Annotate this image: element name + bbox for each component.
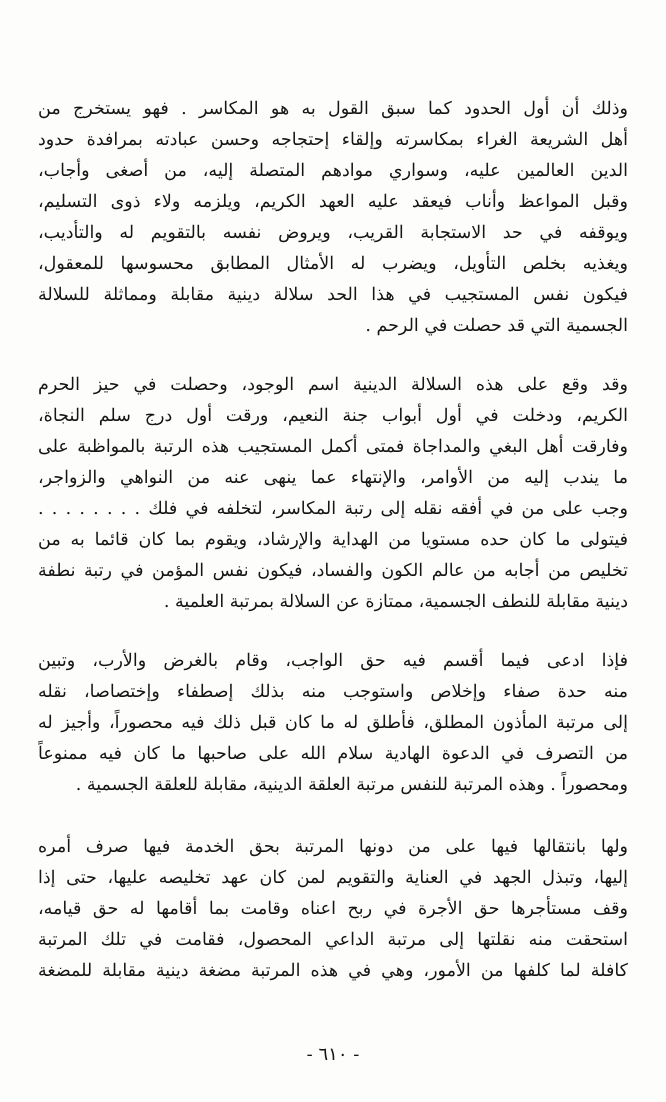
text-line: أهل الشريعة الغراء بمكاسرته وإلقاء إحتجاجه وحسن عبادته بمرافدة حدود <box>38 130 628 150</box>
text-line: ويوقفه في حد الاستجابة القريب، ويروض نفسه بالتقويم له والتأديب، <box>38 223 628 243</box>
text-line: وقبل المواعظ وأناب فيعقد عليه العهد الكريم، ويلزمه ولاء ذوى التسليم، <box>38 192 628 212</box>
text-line: وجب على من في أفقه نقله إلى رتبة المكاسر، لتخلفه في فلك . . . . . . . . <box>38 499 628 519</box>
text-line: ويغذيه بخلص التأويل، ويضرب له الأمثال المطابق محسوسها للمعقول، <box>38 254 628 274</box>
text-line: كافلة لما كلفها من الأمور، وهي في هذه المرتبة مضغة دينية مقابلة للمضغة <box>38 961 628 981</box>
text-line: الدين العالمين عليه، وسواري موادهم المتصلة إليه، من أصغى وأجاب، <box>38 161 628 181</box>
text-line: تخليص من أجابه من عالم الكون والفساد، فيكون نفس المؤمن في رتبة نطفة <box>38 561 628 581</box>
paragraph-1 <box>38 94 628 342</box>
text-line: منه حدة صفاء وإخلاص واستوجب منه بذلك إصطفاء وإختصاصا، نقله <box>38 682 628 702</box>
text-line: ومحصوراً . وهذه المرتبة للنفس مرتبة العلقة الدينية، مقابلة للعلقة الجسمية . <box>75 775 628 795</box>
text-line: وذلك أن أول الحدود كما سبق القول به هو المكاسر . فهو يستخرج من <box>38 99 628 119</box>
paragraph-4 <box>38 832 628 987</box>
page-number: - ٦١٠ - <box>306 1044 360 1065</box>
text-line: إليها، وتبذل الجهد في العناية والتقويم لمن كان عهد تخليصه عليها، حتى إذا <box>38 868 628 888</box>
text-line: وفارقت أهل البغي والمداجاة فمتى أكمل المستجيب هذه الرتبة بالمواظبة على <box>38 437 628 457</box>
paragraph-2 <box>38 370 628 618</box>
text-line: فيتولى ما كان حده مستويا من الهداية والإرشاد، ويقوم بما كان قائما به من <box>38 530 628 550</box>
text-line: ولها بانتقالها فيها على من دونها المرتبة بحق الخدمة فيها صرف أمره <box>38 837 628 857</box>
text-line: وقف مستأجرها حق الأجرة في ربح اعناه وقامت بما أقامها له حق قيامه، <box>38 899 628 919</box>
text-line: فإذا ادعى فيما أقسم فيه حق الواجب، وقام بالغرض والأرب، وتبين <box>38 651 628 671</box>
text-line: ما يندب إليه من الأوامر، والإنتهاء عما ينهى عنه من النواهي والزواجر، <box>38 468 628 488</box>
text-line: من التصرف في الدعوة الهادية سلام الله على صاحبها ما كان فيه ممنوعاً <box>38 744 628 764</box>
paragraph-3 <box>38 646 628 801</box>
text-line: وقد وقع على هذه السلالة الدينية اسم الوجود، وحصلت في حيز الحرم <box>38 375 628 395</box>
text-line: الكريم، ودخلت في أول أبواب جنة النعيم، ورقت أول درج سلم النجاة، <box>38 406 628 426</box>
text-line: الجسمية التي قد حصلت في الرحم . <box>365 316 628 336</box>
text-line: فيكون نفس المستجيب في هذا الحد سلالة دينية مقابلة ومماثلة للسلالة <box>38 285 628 305</box>
text-line: دينية مقابلة للنطف الجسمية، ممتازة عن السلالة بمرتبة العلمية . <box>163 592 628 612</box>
text-line: إلى مرتبة المأذون المطلق، فأطلق له ما كان قبل ذلك فيه محصوراً، وأجيز له <box>38 713 628 733</box>
text-line: استحقت منه نقلتها إلى مرتبة الداعي المحصول، فقامت في تلك المرتبة <box>38 930 628 950</box>
